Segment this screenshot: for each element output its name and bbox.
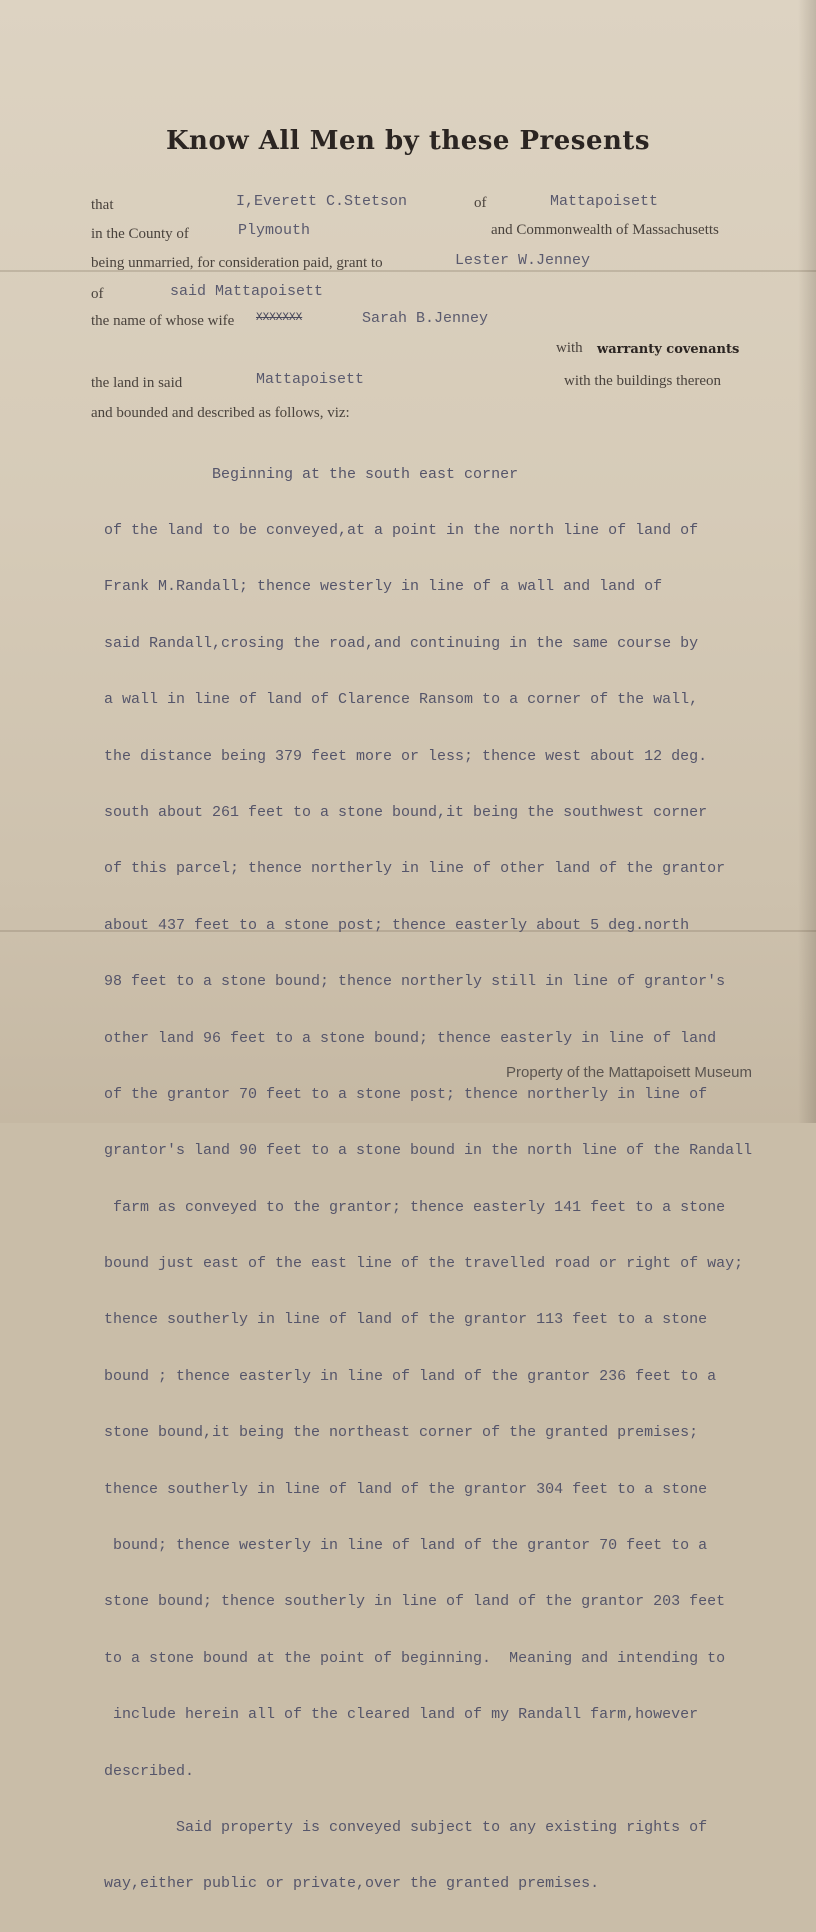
label-bounded: and bounded and described as follows, viz:	[91, 405, 350, 421]
grantor-town: Mattapoisett	[550, 193, 659, 210]
description-line: other land 96 feet to a stone bound; thence easterly in line of land	[104, 1029, 717, 1047]
warranty-covenants: warranty covenants	[597, 342, 740, 357]
description-line: a wall in line of land of Clarence Ransom to a corner of the wall,	[104, 691, 699, 709]
label-unmarried: being unmarried, for consideration paid, grant to	[91, 255, 383, 271]
description-line: Frank M.Randall; thence westerly in line of a wall and land of	[104, 578, 663, 596]
description-line: thence southerly in line of land of the grantor 304 feet to a stone	[104, 1480, 708, 1498]
description-line: described.	[104, 1762, 195, 1780]
land-town: Mattapoisett	[256, 371, 365, 388]
description-line: of the grantor 70 feet to a stone post; thence northerly in line of	[104, 1085, 708, 1103]
description-line: grantor's land 90 feet to a stone bound in the north line of the Randall	[104, 1142, 753, 1160]
deed-heading: Know All Men by these Presents	[165, 126, 651, 156]
description-line: way,either public or private,over the granted premises.	[104, 1875, 600, 1893]
description-line: bound; thence westerly in line of land of the grantor 70 feet to a	[104, 1537, 708, 1555]
description-line: said Randall,crosing the road,and continuing in the same course by	[104, 634, 699, 652]
wife-name: Sarah B.Jenney	[362, 310, 489, 327]
description-line: about 437 feet to a stone post; thence easterly about 5 deg.north	[104, 916, 690, 934]
grantor-name: I,Everett C.Stetson	[236, 193, 408, 210]
description-line: bound just east of the east line of the travelled road or right of way;	[104, 1255, 744, 1273]
property-description	[104, 428, 804, 1932]
description-line: stone bound; thence southerly in line of land of the grantor 203 feet	[104, 1593, 726, 1611]
description-line: of this parcel; thence northerly in line of other land of the grantor	[104, 860, 726, 878]
grantee-name: Lester W.Jenney	[455, 252, 591, 269]
label-buildings: with the buildings thereon	[564, 373, 722, 389]
description-line: stone bound,it being the northeast corner of the granted premises;	[104, 1424, 699, 1442]
description-line: Beginning at the south east corner	[104, 465, 519, 483]
label-commonwealth: and Commonwealth of Massachusetts	[491, 222, 719, 238]
label-of-grantee: of	[91, 286, 104, 302]
description-line: 98 feet to a stone bound; thence northerly still in line of grantor's	[104, 973, 726, 991]
description-line: include herein all of the cleared land of my Randall farm,however	[104, 1706, 699, 1724]
description-line: to a stone bound at the point of beginning. Meaning and intending to	[104, 1649, 726, 1667]
label-land-in-said: the land in said	[91, 375, 183, 391]
grantee-town: said Mattapoisett	[170, 283, 324, 300]
label-that: that	[91, 197, 114, 213]
county-name: Plymouth	[238, 222, 311, 239]
description-line: bound ; thence easterly in line of land of the grantor 236 feet to a	[104, 1367, 717, 1385]
description-line: of the land to be conveyed,at a point in the north line of land of	[104, 521, 699, 539]
label-of: of	[474, 195, 487, 211]
description-line: the distance being 379 feet more or less; thence west about 12 deg.	[104, 747, 708, 765]
struck-out-text: XXXXXXX	[256, 312, 303, 324]
description-line: Said property is conveyed subject to any existing rights of	[104, 1818, 708, 1836]
label-wife: the name of whose wife	[91, 313, 235, 329]
description-line: farm as conveyed to the grantor; thence easterly 141 feet to a stone	[104, 1198, 726, 1216]
label-with: with	[556, 340, 583, 356]
description-line: thence southerly in line of land of the grantor 113 feet to a stone	[104, 1311, 708, 1329]
description-line: south about 261 feet to a stone bound,it being the southwest corner	[104, 803, 708, 821]
museum-watermark: Property of the Mattapoisett Museum	[506, 1064, 752, 1081]
label-county: in the County of	[91, 226, 189, 242]
